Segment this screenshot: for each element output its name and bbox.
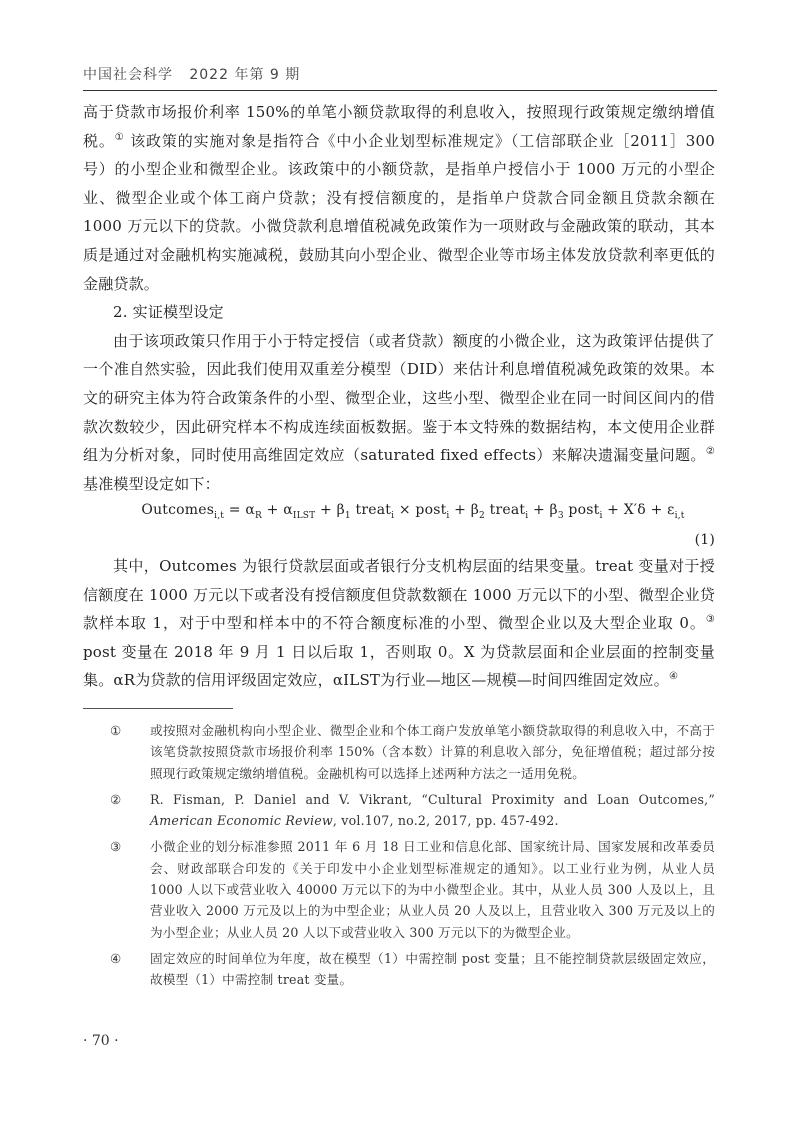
footnote-rule xyxy=(83,708,233,709)
para2-rest: 基准模型设定如下： xyxy=(83,474,220,493)
footnote-mark: ④ xyxy=(110,950,122,966)
journal-title: American Economic Review xyxy=(150,813,333,829)
footnote-1 xyxy=(110,720,715,784)
footnotes xyxy=(110,720,715,996)
footnote-text: 小微企业的划分标准参照 2011 年 6 月 18 日工业和信息化部、国家统计局、国家发展和改革委员会、财政部联合印发的《关于印发中小企业划型标准规定的通知》。以工业行业为例，从业人员 1000 人以下或营业收入 40000 万元以下的为中小微型企业。其中，从业人员 300 人及以上，且营业收入 2000 万元及以上的为中型企业；从业人员 20 人及以上，且营业收入 300 万元及以上的为小型企业；从业人员 20 人以下或营业收入 300 万元以下的为微型企业。 xyxy=(150,839,715,940)
section-heading: 2. 实证模型设定 xyxy=(113,303,224,322)
para2-text: 由于该项政策只作用于小于特定授信（或者贷款）额度的小微企业，这为政策评估提供了一个准自然实验，因此我们使用双重差分模型（DID）来估计利息增值税减免政策的效果。本文的研究主体为符合政策条件的小型、微型企业，这些小型、微型企业在同一时间区间内的借款次数较少，因此研究样本不构成连续面板数据。鉴于本文特殊的数据结构，本文使用企业群组为分析对象，同时使用高维固定效应（saturated fixed effects）来解决遗漏变量问题。 xyxy=(83,331,715,465)
footnote-mark: ② xyxy=(110,791,122,807)
footnote-4 xyxy=(110,948,715,991)
citation-authors: R. Fisman, P. Daniel and V. Vikrant, “Cultural Proximity and Loan Outcomes,” xyxy=(150,791,715,807)
para1-text: 高于贷款市场报价利率 150%的单笔小额贷款取得的利息收入，按照现行政策规定缴纳增值税。 xyxy=(83,103,715,150)
equation-number: (1) xyxy=(694,532,715,549)
paragraph-3 xyxy=(83,552,715,695)
issue-label: 2022 年第 9 期 xyxy=(189,67,301,83)
footnote-ref-4: ④ xyxy=(668,671,679,683)
paragraph-2 xyxy=(83,327,715,499)
journal-name: 中国社会科学 xyxy=(83,67,173,83)
page-number: · 70 · xyxy=(83,1033,119,1049)
footnote-text: 或按照对金融机构向小型企业、微型企业和个体工商户发放单笔小额贷款取得的利息收入中，不高于该笔贷款按照贷款市场报价利率 150%（含本数）计算的利息收入部分，免征增值税；超过部分按照现行政策规定缴纳增值税。金融机构可以选择上述两种方法之一适用免税。 xyxy=(150,723,715,781)
footnote-text: 固定效应的时间单位为年度，故在模型（1）中需控制 post 变量；且不能控制贷款层级固定效应，故模型（1）中需控制 treat 变量。 xyxy=(150,950,715,988)
footnote-ref-2: ② xyxy=(705,446,715,458)
footnote-2 xyxy=(110,789,715,832)
citation-details: , vol.107, no.2, 2017, pp. 457-492. xyxy=(332,813,559,829)
equation-1 xyxy=(83,498,715,528)
para1-rest: 该政策的实施对象是指符合《中小企业划型标准规定》（工信部联企业［2011］300 号）的小型企业和微型企业。该政策中的小额贷款，是指单户授信小于 1000 万元的小型企业、微型企业或个体工商户贷款；没有授信额度的，是指单户贷款合同金额且贷款余额在 1000 万元以下的贷款。小微贷款利息增值税减免政策作为一项财政与金融政策的联动，其本质是通过对金融机构实施减税，鼓励其向小型企业、微型企业等市场主体发放贷款利率更低的金融贷款。 xyxy=(83,131,715,293)
equation-text: Outcomes$_{i,t}$ = $\alpha_R + \alpha_{ILST} + \beta_1$ treat$_i$ × post$_i$ + $\beta_2$ treat$_i$ + $\beta_3$ post$_i$ + $X'\delta + \varepsilon_{i,t}$ xyxy=(141,502,685,522)
footnote-ref-1: ① xyxy=(114,131,125,143)
footnote-ref-3: ③ xyxy=(705,614,715,626)
para3-text: 其中，Outcomes 为银行贷款层面或者银行分支机构层面的结果变量。treat 变量对于授信额度在 1000 万元以下或者没有授信额度但贷款数额在 1000 万元以下的小型、微型企业贷款样本取 1，对于中型和样本中的不符合额度标准的小型、微型企业以及大型企业取 0。 xyxy=(83,557,715,633)
para3-rest: post 变量在 2018 年 9 月 1 日以后取 1，否则取 0。X 为贷款层面和企业层面的控制变量集。αR为贷款的信用评级固定效应，αILST为行业—地区—规模—时间四维固定效应。 xyxy=(83,642,715,690)
footnote-mark: ① xyxy=(110,723,122,738)
paragraph-1 xyxy=(83,98,715,298)
footnote-3 xyxy=(110,836,715,942)
running-header xyxy=(83,64,300,84)
header-rule xyxy=(83,90,717,91)
footnote-mark: ③ xyxy=(110,839,122,855)
main-text xyxy=(83,98,715,695)
footnote-text xyxy=(150,789,715,832)
